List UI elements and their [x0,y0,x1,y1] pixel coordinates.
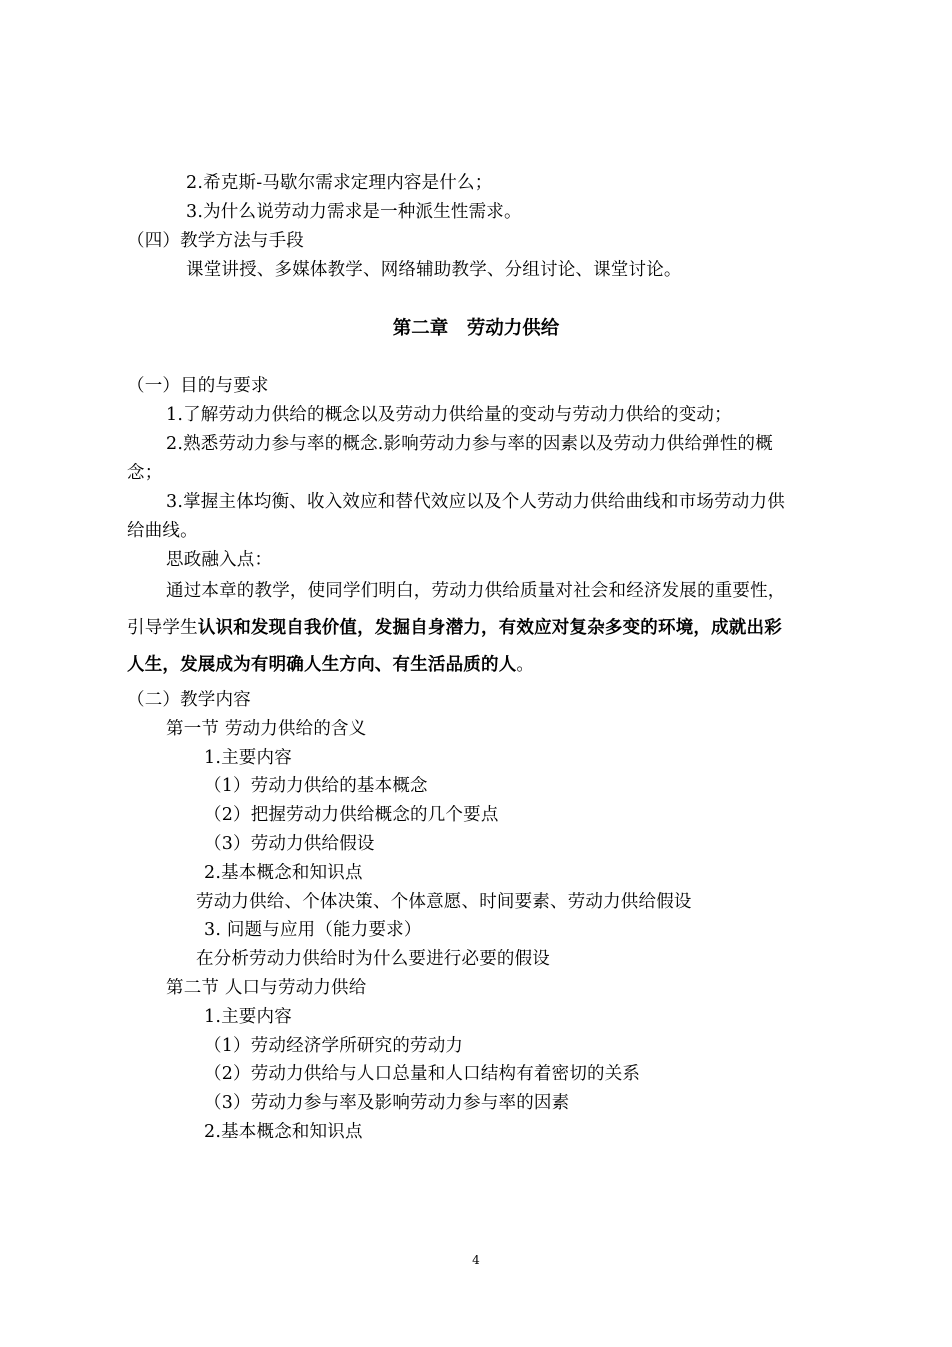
s1-main-content: 1.主要内容 [204,748,292,768]
ideology-text-line1: 通过本章的教学，使同学们明白，劳动力供给质量对社会和经济发展的重要性， [166,581,786,601]
page-number: 4 [472,1253,480,1267]
s2-item-2: （2）劳动力供给与人口总量和人口结构有着密切的关系 [204,1064,641,1084]
s1-item-1: （1）劳动力供给的基本概念 [204,776,428,796]
s1-application-heading: 3. 问题与应用（能力要求） [204,920,422,940]
goal-2-line2: 念； [127,463,163,483]
s2-item-3: （3）劳动力参与率及影响劳动力参与率的因素 [204,1093,570,1113]
goal-3-line1: 3.掌握主体均衡、收入效应和替代效应以及个人劳动力供给曲线和市场劳动力供 [166,492,785,512]
s2-item-1: （1）劳动经济学所研究的劳动力 [204,1036,464,1056]
s1-item-3: （3）劳动力供给假设 [204,834,375,854]
methods-text: 课堂讲授、多媒体教学、网络辅助教学、分组讨论、课堂讨论。 [186,260,682,280]
ideology-text-line2 [127,617,782,639]
question-3: 3.为什么说劳动力需求是一种派生性需求。 [186,202,522,222]
section-heading-methods: （四）教学方法与手段 [127,231,304,251]
s1-item-2: （2）把握劳动力供给概念的几个要点 [204,805,499,825]
goal-1: 1.了解劳动力供给的概念以及劳动力供给量的变动与劳动力供给的变动； [166,405,732,425]
s1-concepts-heading: 2.基本概念和知识点 [204,863,363,883]
ideology-prefix: 引导学生 [127,618,198,638]
goal-3-line2: 给曲线。 [127,521,198,541]
ideology-emphasis-1: 认识和发现自我价值，发掘自身潜力，有效应对复杂多变的环境，成就出彩 [197,618,782,638]
goal-2-line1: 2.熟悉劳动力参与率的概念.影响劳动力参与率的因素以及劳动力供给弹性的概 [166,434,773,454]
section-heading-goals: （一）目的与要求 [127,376,269,396]
ideology-text-line3 [127,654,534,676]
ideology-heading: 思政融入点： [166,550,273,570]
question-2: 2.希克斯-马歇尔需求定理内容是什么； [186,173,493,193]
section-heading-content: （二）教学内容 [127,690,251,710]
ideology-emphasis-2: 人生，发展成为有明确人生方向、有生活品质的人 [127,655,517,675]
section-1-title: 第一节 劳动力供给的含义 [166,719,367,739]
ideology-suffix: 。 [516,655,535,675]
s1-application-text: 在分析劳动力供给时为什么要进行必要的假设 [196,949,550,969]
s2-concepts-heading: 2.基本概念和知识点 [204,1122,363,1142]
section-2-title: 第二节 人口与劳动力供给 [166,978,367,998]
chapter-title: 第二章 劳动力供给 [392,318,560,339]
s1-concepts-text: 劳动力供给、个体决策、个体意愿、时间要素、劳动力供给假设 [196,892,692,912]
s2-main-content: 1.主要内容 [204,1007,292,1027]
